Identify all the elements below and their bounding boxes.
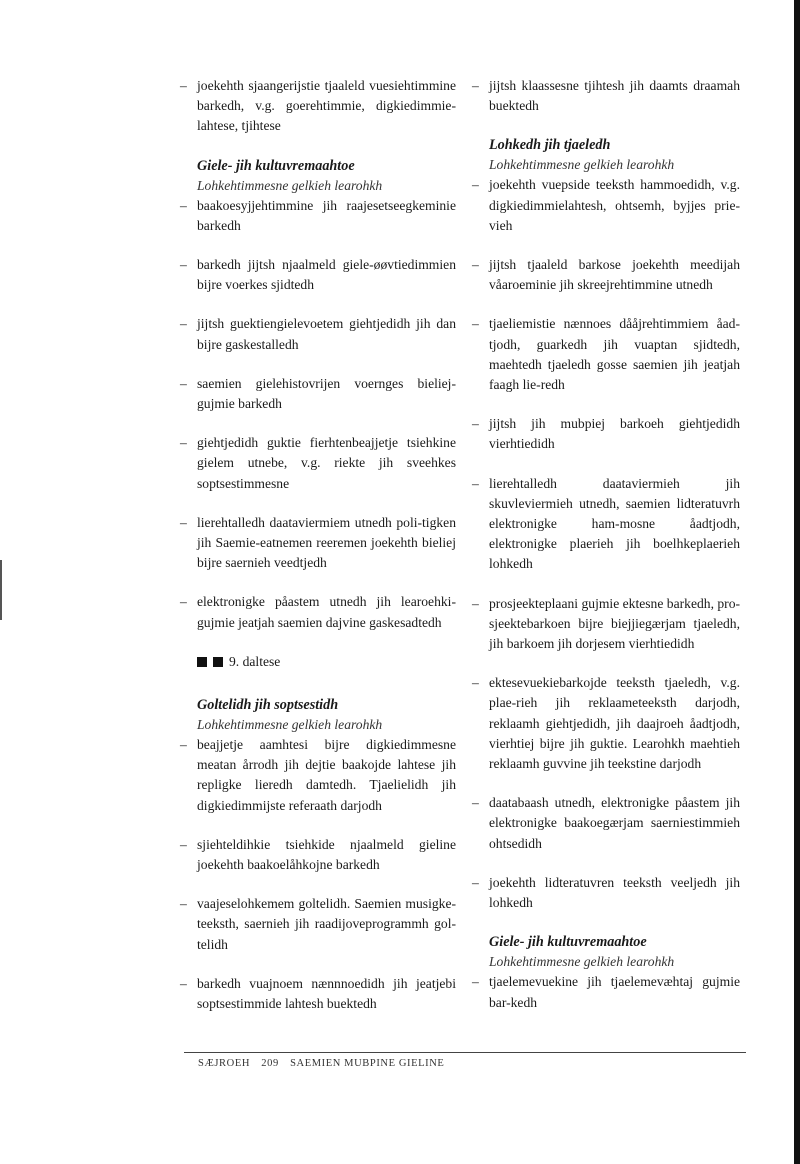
- list-item: – baakoesyjjehtimmine jih raajesetseegkeminie barkedh: [180, 197, 456, 233]
- page-footer: [198, 1058, 452, 1069]
- scan-margin-mark: [0, 560, 2, 620]
- section-subheading: Lohkehtimmesne gelkieh learohkh: [197, 177, 383, 193]
- list-item: – sjiehteldihkie tsiehkide njaalmeld gieline joekehth baakoelåhkojne barkedh: [180, 836, 456, 873]
- list-item: – barkedh jijtsh njaalmeld giele-øøvtiedimmien bijre voerkes sjidtedh: [180, 257, 456, 293]
- running-title: SÆJROEH: [198, 1058, 251, 1069]
- list-item: – lierehtalledh daataviermiem utnedh poli-tigken jih Saemie-eatnemen reeremen joekehth bieliej bijre saernieh veedtjedh: [180, 514, 456, 571]
- list-item: – joekehth sjaangerijstie tjaaleld vuesiehtimmine barkedh, v.g. goerehtimmie, digkiedimmie-lahtese, tjihtese: [180, 78, 456, 134]
- list-item: – lierehtalledh daataviermieh jih skuvleviermieh utnedh, saemien lidteratuvrh elektronigke ham-mosne åadtjodh, elektronigke plaerieh jih boelhkeplaerieh lohkedh: [472, 475, 740, 572]
- section-subheading: Lohkehtimmesne gelkieh learohkh: [489, 954, 675, 970]
- list-item: – saemien gielehistovrijen voernges bieliej-gujmie barkedh: [180, 375, 456, 412]
- list-item: – barkedh vuajnoem nænnnoedidh jih jeatjebi soptsestimmide lahtesh buektedh: [180, 975, 456, 1012]
- list-item: – ektesevuekiebarkojde teeksth tjaeledh, v.g. plae-rieh jih reklaameteeksth darjodh, reklaamh giehtjedidh, jih daajroeh åadtjodh, vierhtiej bijre jih guktie. Learohkh maehtieh reklaamh guvvine jih teekstine darjodh: [472, 675, 740, 772]
- scan-edge-border: [794, 0, 800, 1164]
- list-item: – daatabaash utnedh, elektronigke påastem jih elektronigke baakoegærjam saerniestimmieh ohtsedidh: [472, 795, 740, 851]
- list-item: – jijtsh jih mubpiej barkoeh giehtjedidh vierhtiedidh: [472, 416, 740, 452]
- list-item: – joekehth vuepside teeksth hammoedidh, v.g. digkiedimmielahtesh, ohtsemh, byjjes prie-vieh: [472, 177, 740, 233]
- list-item: – beajjetje aamhtesi bijre digkiedimmesne meatan årrodh jih dejtie baakojde lahtese jih repligke lieredh damtedh. Tjaelielidh jih digkiedimmijste referaath darjodh: [180, 737, 456, 813]
- section-heading: Giele- jih kultuvremaahtoe: [489, 934, 647, 951]
- list-item: – jijtsh guektiengielevoetem giehtjedidh jih dan bijre gaskestalledh: [180, 316, 456, 352]
- list-item: – tjaelemevuekine jih tjaelemevæhtaj gujmie bar-kedh: [472, 974, 740, 1010]
- book-title: SAEMIEN MUBPINE GIELINE: [290, 1058, 445, 1069]
- section-subheading: Lohkehtimmesne gelkieh learohkh: [489, 157, 675, 173]
- square-bullet-icon: [197, 657, 207, 667]
- list-item: – jijtsh klaassesne tjihtesh jih daamts draamah buektedh: [472, 78, 740, 114]
- section-heading: Lohkedh jih tjaeledh: [489, 137, 611, 154]
- list-item: – joekehth lidteratuvren teeksth veeljedh jih lohkedh: [472, 874, 740, 911]
- list-item: – tjaeliemistie nænnoes dååjrehtimmiem åad-tjodh, guarkedh jih vuaptan sjidtedh, maehtedh tjaeledh gosse saemien jih jeatjah faagh lie-redh: [472, 316, 740, 393]
- section-heading: Goltelidh jih soptsestidh: [197, 697, 339, 714]
- list-item: – giehtjedidh guktie fierhtenbeajjetje tsiehkine gielem utnebe, v.g. riekte jih sveehkes soptsestimmesne: [180, 435, 456, 491]
- grade-marker: [197, 652, 456, 672]
- grade-label: 9. daltese: [229, 653, 281, 669]
- list-item: – elektronigke påastem utnedh jih learoehki-gujmie jeatjah saemien dajvine gaskesadtedh: [180, 594, 456, 630]
- right-column: [472, 76, 740, 1013]
- section-subheading: Lohkehtimmesne gelkieh learohkh: [197, 717, 383, 733]
- list-item: – vaajeselohkemem goltelidh. Saemien musigke-teeksth, saernieh jih raadijoveprogrammh gol-telidh: [180, 896, 456, 952]
- section-heading: Giele- jih kultuvremaahtoe: [197, 157, 355, 174]
- footer-rule: [184, 1052, 746, 1053]
- square-bullet-icon: [213, 657, 223, 667]
- left-column: [180, 76, 456, 1014]
- list-item: – jijtsh tjaaleld barkose joekehth meedijah våaroeminie jih skreejrehtimmine utnedh: [472, 257, 740, 293]
- list-item: – prosjeekteplaani gujmie ektesne barkedh, pro-sjeektebarkoen bijre biejjiegærjam tjaeledh, jih barkoem jih dorjesem vierhtiedidh: [472, 595, 741, 652]
- page-number: 209: [261, 1058, 279, 1069]
